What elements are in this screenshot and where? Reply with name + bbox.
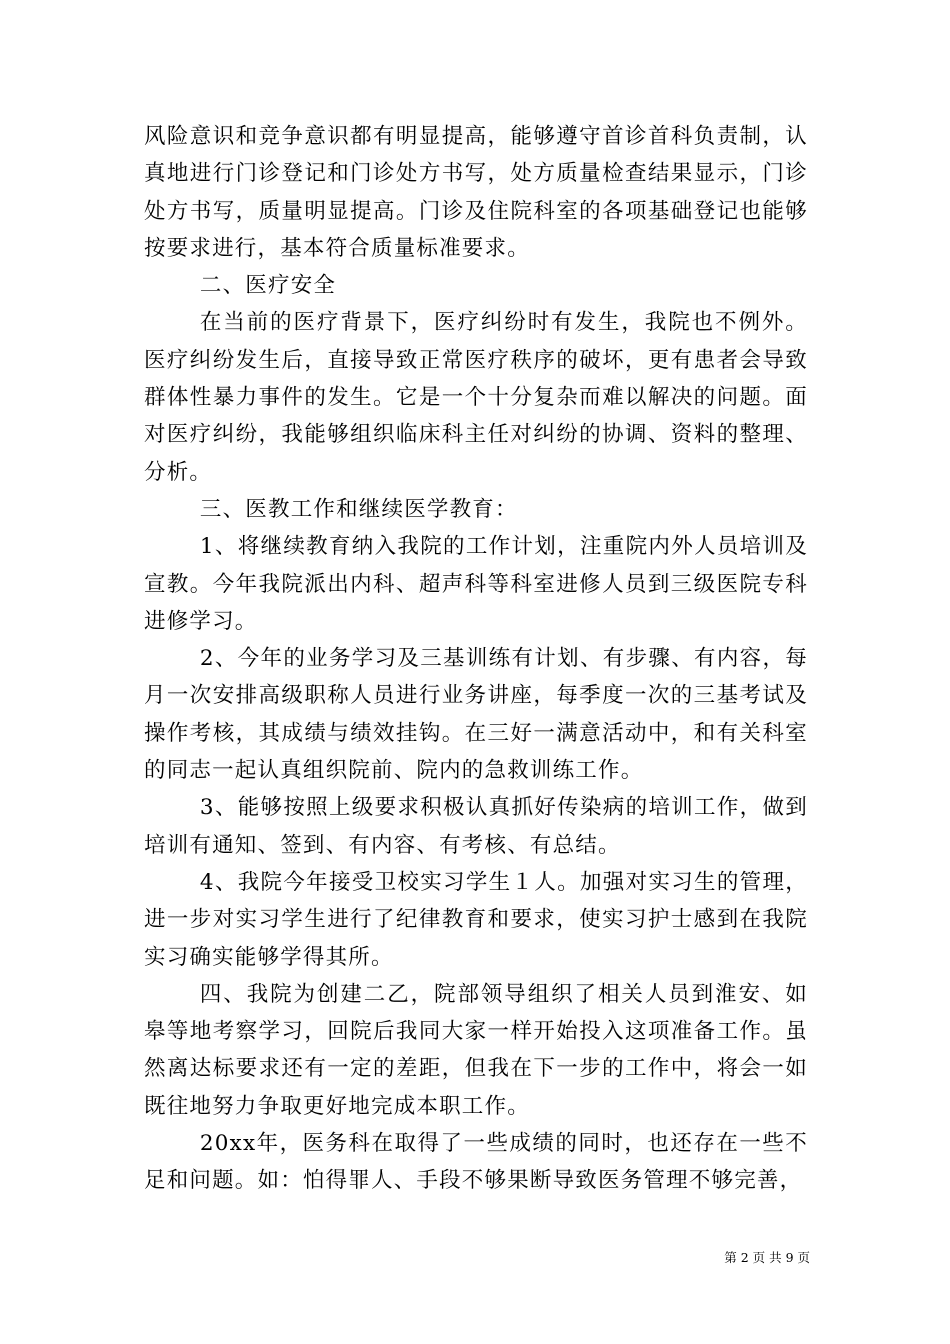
paragraph-medical-disputes: 在当前的医疗背景下，医疗纠纷时有发生，我院也不例外。医疗纠纷发生后，直接导致正常医疗秩序的破坏，更有患者会导致群体性暴力事件的发生。它是一个十分复杂而难以解决的问题。面对医疗纠纷，我能够组织临床科主任对纠纷的协调、资料的整理、分析。 <box>144 310 808 485</box>
list-item-interns: 4、我院今年接受卫校实习学生１人。加强对实习生的管理，进一步对实习学生进行了纪律教育和要求，使实习护士感到在我院实习确实能够学得其所。 <box>144 869 808 970</box>
list-item-continuing-education: 1、将继续教育纳入我院的工作计划，注重院内外人员培训及宣教。今年我院派出内科、超声科等科室进修人员到三级医院专科进修学习。 <box>144 534 808 634</box>
section-hospital-upgrade: 四、我院为创建二乙，院部领导组织了相关人员到淮安、如皋等地考察学习，回院后我同大家一样开始投入这项准备工作。虽然离达标要求还有一定的差距，但我在下一步的工作中，将会一如既往地努力争取更好地完成本职工作。 <box>144 981 808 1119</box>
document-body <box>144 118 808 1200</box>
section-heading-medical-safety: 二、医疗安全 <box>199 273 337 299</box>
list-item-infectious-disease-training: 3、能够按照上级要求积极认真抓好传染病的培训工作，做到培训有通知、签到、有内容、有考核、有总结。 <box>144 795 808 858</box>
page-number: 第 2 页 共 9 页 <box>724 1250 810 1265</box>
paragraph-continuation: 风险意识和竞争意识都有明显提高，能够遵守首诊首科负责制，认真地进行门诊登记和门诊处方书写，处方质量检查结果显示，门诊处方书写，质量明显提高。门诊及住院科室的各项基础登记也能够按要求进行，基本符合质量标准要求。 <box>144 124 808 261</box>
list-item-business-study: 2、今年的业务学习及三基训练有计划、有步骤、有内容，每月一次安排高级职称人员进行业务讲座，每季度一次的三基考试及操作考核，其成绩与绩效挂钩。在三好一满意活动中，和有关科室的同志一起认真组织院前、院内的急救训练工作。 <box>144 646 808 784</box>
section-heading-medical-education: 三、医教工作和继续医学教育： <box>199 496 518 522</box>
paragraph-problems: 20xx年，医务科在取得了一些成绩的同时，也还存在一些不足和问题。如：怕得罪人、手段不够果断导致医务管理不够完善， <box>144 1131 808 1194</box>
